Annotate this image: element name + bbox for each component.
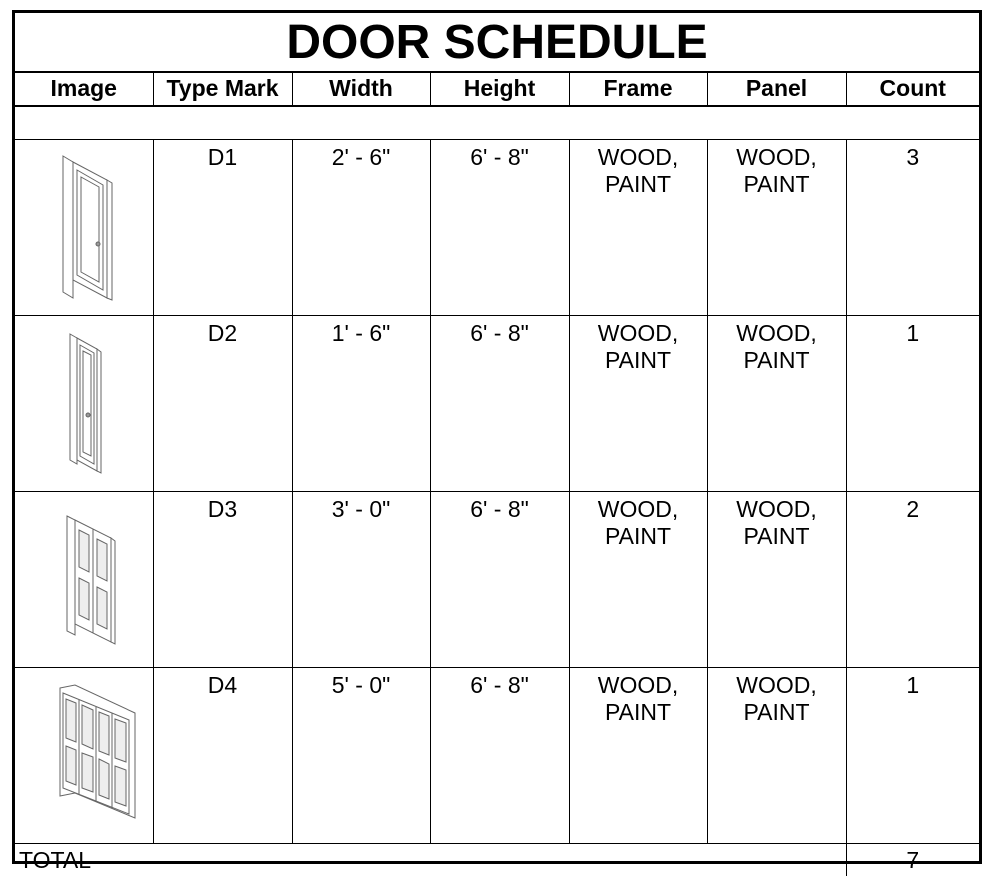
type-mark-cell: D2: [153, 316, 292, 492]
column-header-image: Image: [15, 72, 153, 107]
image-cell: [15, 316, 153, 492]
frame-line-2: PAINT: [604, 523, 672, 549]
count-cell: 1: [846, 316, 979, 492]
frame-line-1: WOOD,: [597, 496, 679, 522]
schedule-title: DOOR SCHEDULE: [15, 13, 979, 73]
type-mark-cell: D1: [153, 140, 292, 316]
count-cell: 1: [846, 668, 979, 844]
frame-line-1: WOOD,: [597, 144, 679, 170]
frame-cell: [569, 140, 707, 316]
column-header-count: Count: [846, 72, 979, 107]
count-cell: 3: [846, 140, 979, 316]
panel-line-1: WOOD,: [736, 144, 817, 170]
header-row: [15, 72, 979, 107]
type-mark-cell: D4: [153, 668, 292, 844]
panel-line-1: WOOD,: [736, 320, 817, 346]
table-row: [15, 140, 979, 316]
column-header-frame: Frame: [569, 72, 707, 107]
width-cell: 2' - 6": [292, 140, 430, 316]
image-cell: [15, 140, 153, 316]
total-row: [15, 844, 979, 876]
panel-line-1: WOOD,: [736, 672, 817, 698]
image-cell: [15, 668, 153, 844]
height-cell: 6' - 8": [430, 140, 569, 316]
panel-cell: [707, 316, 846, 492]
width-cell: 3' - 0": [292, 492, 430, 668]
panel-cell: [707, 668, 846, 844]
frame-line-1: WOOD,: [597, 672, 679, 698]
door-schedule-sheet: [12, 10, 982, 873]
column-header-panel: Panel: [707, 72, 846, 107]
column-header-type-mark: Type Mark: [153, 72, 292, 107]
narrow-door-icon: [15, 316, 153, 487]
frame-cell: [569, 668, 707, 844]
frame-line-2: PAINT: [604, 347, 672, 373]
frame-cell: [569, 492, 707, 668]
panel-cell: [707, 492, 846, 668]
column-header-width: Width: [292, 72, 430, 107]
table-row: [15, 316, 979, 492]
panel-line-2: PAINT: [743, 171, 810, 197]
type-mark-cell: D3: [153, 492, 292, 668]
image-cell: [15, 492, 153, 668]
spacer-row: [15, 106, 979, 140]
frame-line-2: PAINT: [604, 171, 672, 197]
panel-line-2: PAINT: [743, 347, 810, 373]
single-panel-door-icon: [15, 140, 153, 311]
frame-cell: [569, 316, 707, 492]
panel-line-2: PAINT: [743, 523, 810, 549]
panel-line-1: WOOD,: [736, 496, 817, 522]
frame-line-2: PAINT: [604, 699, 672, 725]
schedule-table: [15, 71, 979, 876]
frame-line-1: WOOD,: [597, 320, 679, 346]
column-header-height: Height: [430, 72, 569, 107]
louvered-double-bifold-door-icon: [15, 668, 153, 839]
total-count: 7: [846, 844, 979, 876]
height-cell: 6' - 8": [430, 316, 569, 492]
table-row: [15, 492, 979, 668]
width-cell: 1' - 6": [292, 316, 430, 492]
count-cell: 2: [846, 492, 979, 668]
total-label: TOTAL: [15, 844, 846, 876]
panel-line-2: PAINT: [743, 699, 810, 725]
height-cell: 6' - 8": [430, 668, 569, 844]
louvered-bifold-door-icon: [15, 492, 153, 663]
panel-cell: [707, 140, 846, 316]
width-cell: 5' - 0": [292, 668, 430, 844]
table-row: [15, 668, 979, 844]
height-cell: 6' - 8": [430, 492, 569, 668]
